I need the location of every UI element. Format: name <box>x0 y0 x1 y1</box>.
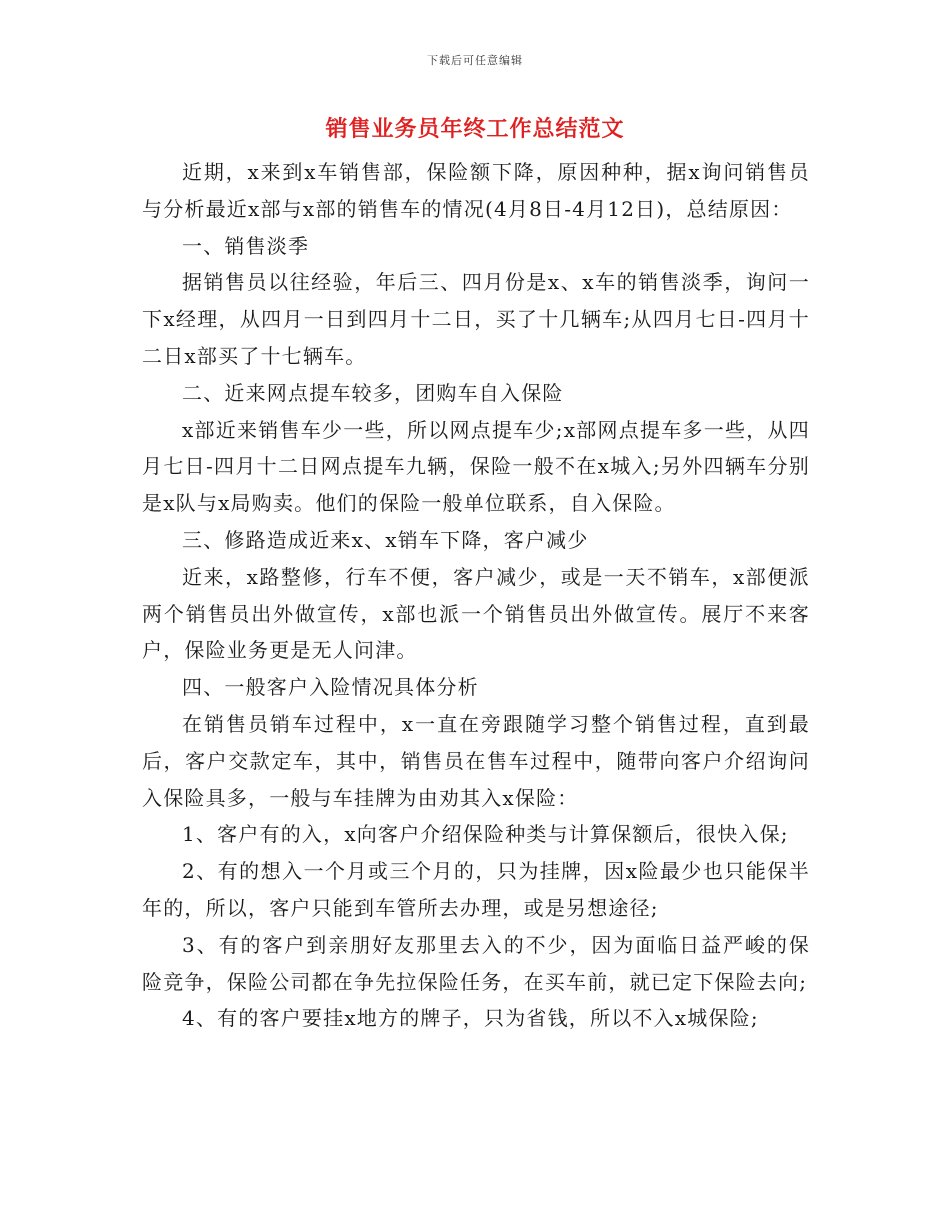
list-item-4: 4、有的客户要挂x地方的牌子，只为省钱，所以不入x城保险; <box>182 1006 759 1031</box>
section-heading-3: 三、修路造成近来x、x销车下降，客户减少 <box>182 527 589 552</box>
page-header-note: 下载后可任意编辑 <box>427 54 523 67</box>
paragraph-3: 近来，x路整修，行车不便，客户减少，或是一天不销车，x部便派两个销售员出外做宣传，x部也派一个销售员出外做宣传。展厅不来客户，保险业务更是无人问津。 <box>142 564 810 663</box>
list-item-3: 3、有的客户到亲朋好友那里去入的不少，因为面临日益严峻的保险竞争，保险公司都在争先拉保险任务，在买车前，就已定下保险去向; <box>142 932 810 994</box>
paragraph-1: 据销售员以往经验，年后三、四月份是x、x车的销售淡季，询问一下x经理，从四月一日到四月十二日，买了十几辆车;从四月七日-四月十二日x部买了十七辆车。 <box>142 270 810 368</box>
list-item-1: 1、客户有的入，x向客户介绍保险种类与计算保额后，很快入保; <box>182 822 789 847</box>
list-item-2: 2、有的想入一个月或三个月的，只为挂牌，因x险最少也只能保半年的，所以，客户只能到车管所去办理，或是另想途径; <box>142 859 810 920</box>
document-title: 销售业务员年终工作总结范文 <box>325 116 625 142</box>
section-heading-1: 一、销售淡季 <box>182 233 310 258</box>
paragraph-intro: 近期，x来到x车销售部，保险额下降，原因种种，据x询问销售员与分析最近x部与x部的销售车的情况(4月8日-4月12日)，总结原因： <box>142 160 810 221</box>
section-heading-4: 四、一般客户入险情况具体分析 <box>182 675 479 700</box>
paragraph-2: x部近来销售车少一些，所以网点提车少;x部网点提车多一些，从四月七日-四月十二日网点提车九辆，保险一般不在x城入;另外四辆车分别是x队与x局购卖。他们的保险一般单位联系，自入保险。 <box>142 417 810 516</box>
section-heading-2: 二、近来网点提车较多，团购车自入保险 <box>182 380 564 405</box>
document-body <box>142 154 810 1037</box>
paragraph-4: 在销售员销车过程中，x一直在旁跟随学习整个销售过程，直到最后，客户交款定车，其中，销售员在售车过程中，随带向客户介绍询问入保险具多，一般与车挂牌为由劝其入x保险： <box>142 711 810 810</box>
